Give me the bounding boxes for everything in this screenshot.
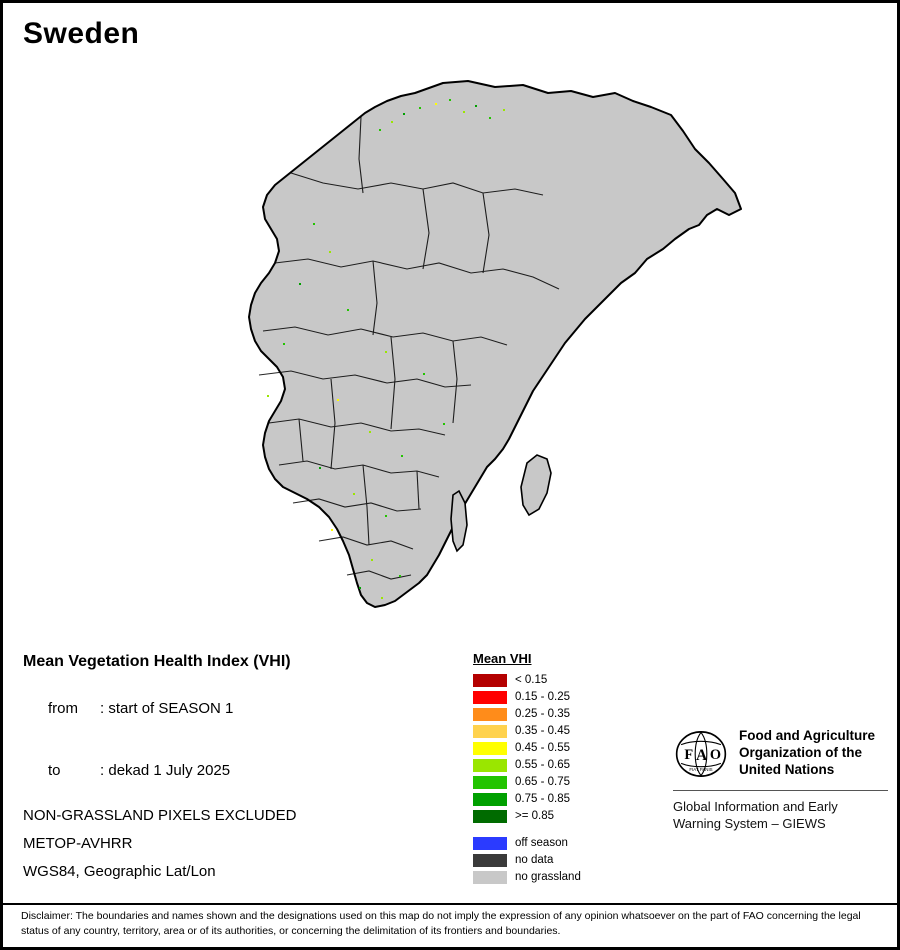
legend-label: 0.25 - 0.35 [515, 708, 570, 720]
legend-item [473, 757, 653, 773]
legend-item [473, 774, 653, 790]
page-title: Sweden [23, 17, 140, 50]
legend-swatch [473, 742, 507, 755]
legend-swatch [473, 776, 507, 789]
legend-item [473, 723, 653, 739]
legend-swatch [473, 691, 507, 704]
legend-label: 0.65 - 0.75 [515, 776, 570, 788]
map-info-block [23, 653, 453, 891]
legend-spacer [473, 825, 653, 835]
fao-top-row [673, 728, 888, 780]
fao-branding [673, 728, 888, 833]
svg-text:A: A [696, 747, 708, 765]
legend-item-off-season [473, 835, 653, 851]
legend-label: 0.15 - 0.25 [515, 691, 570, 703]
sensor-note: METOP-AVHRR [23, 835, 133, 852]
to-row [23, 745, 453, 796]
legend-label: off season [515, 837, 568, 849]
sweden-map-svg [123, 63, 783, 633]
legend-item-no-data [473, 852, 653, 868]
legend-item [473, 672, 653, 688]
legend-swatch [473, 793, 507, 806]
legend-item [473, 791, 653, 807]
legend-swatch [473, 725, 507, 738]
legend-label: 0.35 - 0.45 [515, 725, 570, 737]
legend-label: no data [515, 854, 554, 866]
legend-item [473, 808, 653, 824]
legend-swatch [473, 708, 507, 721]
disclaimer-text: Disclaimer: The boundaries and names shown and the designations used on this map do not imply the expression of any opinion whatsoever on the part of FAO concerning the legal status of any country, territory, area or of its authorities, or concerning the delimitation of its frontiers and boundaries. [21, 910, 861, 938]
projection-note: WGS84, Geographic Lat/Lon [23, 863, 216, 880]
sweden-outline [249, 81, 741, 607]
disclaimer-divider [3, 903, 897, 905]
from-row [23, 683, 453, 734]
legend-item [473, 706, 653, 722]
svg-text:O: O [709, 746, 722, 763]
legend-label: >= 0.85 [515, 810, 555, 822]
legend-swatch [473, 871, 507, 884]
legend-label: < 0.15 [515, 674, 548, 686]
legend-label: 0.45 - 0.55 [515, 742, 570, 754]
gotland-island [521, 455, 551, 515]
legend-swatch [473, 810, 507, 823]
legend-swatch [473, 674, 507, 687]
fao-divider [673, 790, 888, 791]
legend-swatch [473, 759, 507, 772]
vhi-heading: Mean Vegetation Health Index (VHI) [23, 653, 291, 670]
to-label: to [48, 762, 61, 779]
from-label: from [48, 700, 79, 717]
legend-item-no-grassland [473, 869, 653, 885]
fao-org-name: Food and Agriculture Organization of the United Nations [739, 728, 875, 777]
legend-item [473, 689, 653, 705]
from-value: : start of SEASON 1 [100, 700, 234, 717]
country-shape [249, 81, 741, 607]
legend-title: Mean VHI [473, 651, 532, 666]
legend-swatch [473, 854, 507, 867]
legend-label: 0.75 - 0.85 [515, 793, 570, 805]
map-canvas[interactable] [123, 63, 783, 633]
legend-label: 0.55 - 0.65 [515, 759, 570, 771]
svg-text:F: F [684, 746, 694, 763]
giews-system-name: Global Information and Early Warning System – GIEWS [673, 799, 838, 831]
pixel-filter-note: NON-GRASSLAND PIXELS EXCLUDED [23, 807, 297, 824]
svg-text:FIAT PANIS: FIAT PANIS [689, 767, 713, 773]
legend-item [473, 740, 653, 756]
fao-logo-icon [673, 728, 729, 780]
legend-swatch [473, 837, 507, 850]
vhi-legend [473, 651, 653, 886]
legend-label: no grassland [515, 871, 581, 883]
to-value: : dekad 1 July 2025 [100, 762, 231, 779]
